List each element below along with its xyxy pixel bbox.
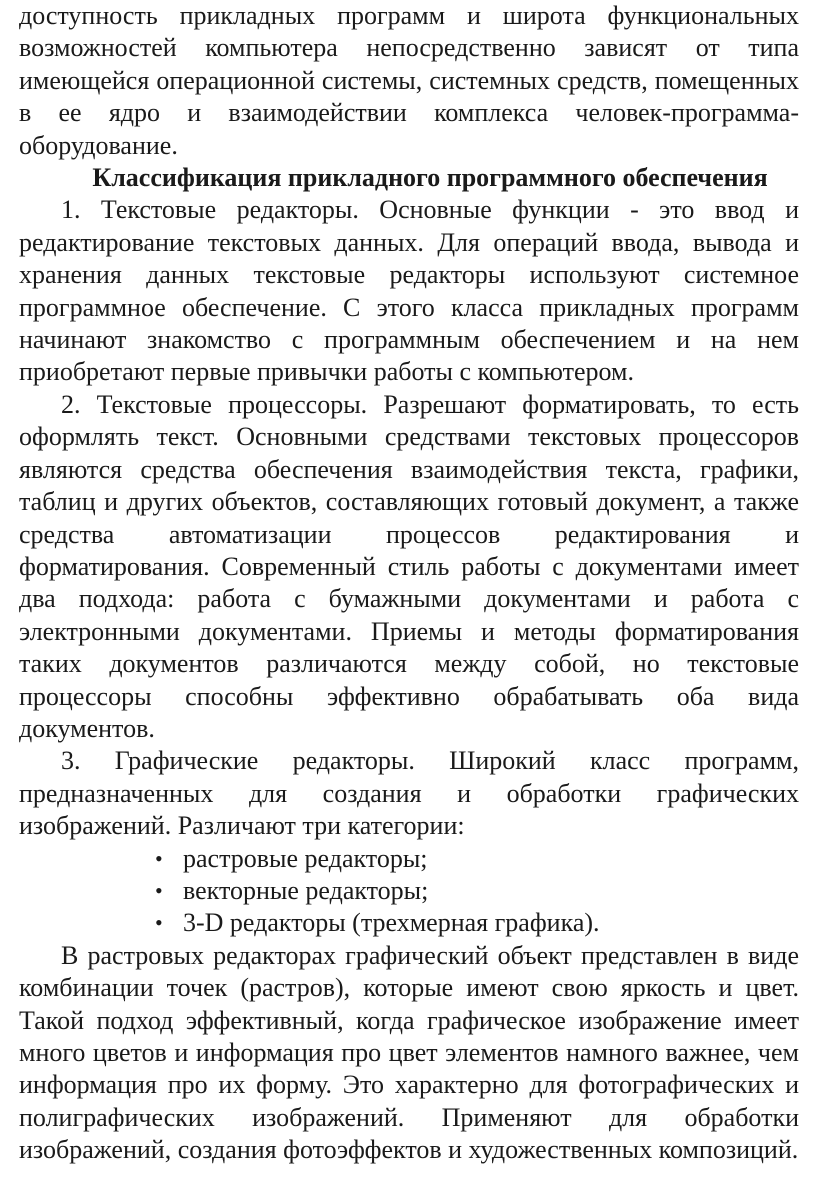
paragraph-text-editors: 1. Текстовые редакторы. Основные функции - это ввод и редактирование текстовых данных. Для операций ввода, вывода и хранения данных текстовые редакторы используют системное программное обеспечение. С этого класса прикладных программ начинают знакомство с программным обеспечением и на нем приобретают первые привычки работы с компьютером. <box>19 195 799 387</box>
bullet-icon: • <box>155 845 163 871</box>
paragraph-text-processors: 2. Текстовые процессоры. Разрешают форматировать, то есть оформлять текст. Основными средствами текстовых процессоров являются средства обеспечения взаимодействия текста, графики, таблиц и других объектов, составляющих готовый документ, а также средства автоматизации процессов редактирования и форматирования. Современный стиль работы с документами имеет два подхода: работа с бумажными документами и работа с электронными документами. Приемы и методы форматирования таких документов различаются между собой, но текстовые процессоры способны эффективно обрабатывать оба вида документов. <box>19 389 799 743</box>
paragraph-graphic-editors: 3. Графические редакторы. Широкий класс программ, предназначенных для создания и обработки графических изображений. Различают три категории: <box>19 746 799 841</box>
list-item <box>155 875 799 907</box>
list-item-text: растровые редакторы; <box>183 843 428 873</box>
bullet-icon: • <box>155 910 163 936</box>
list-item <box>155 907 799 939</box>
bullet-icon: • <box>155 877 163 903</box>
list-item-text: векторные редакторы; <box>183 875 429 905</box>
paragraph-raster-editors: В растровых редакторах графический объект представлен в виде комбинации точек (растров), которые имеют свою яркость и цвет. Такой подход эффективный, когда графическое изображение имеет много цветов и информация про цвет элементов намного важнее, чем информация про их форму. Это характерно для фотографических и полиграфических изображений. Применяют для обработки изображений, создания фотоэффектов и художественных композиций. <box>19 940 799 1165</box>
list-item <box>155 843 799 875</box>
list-item-text: 3-D редакторы (трехмерная графика). <box>183 908 600 938</box>
section-heading: Классификация прикладного программного обеспечения <box>92 163 768 193</box>
intro-paragraph: доступность прикладных программ и широта функциональных возможностей компьютера непосредственно зависят от типа имеющейся операционной системы, системных средств, помещенных в ее ядро и взаимодействии комплекса человек-программа-оборудование. <box>19 1 799 160</box>
editor-categories-list <box>19 843 799 940</box>
